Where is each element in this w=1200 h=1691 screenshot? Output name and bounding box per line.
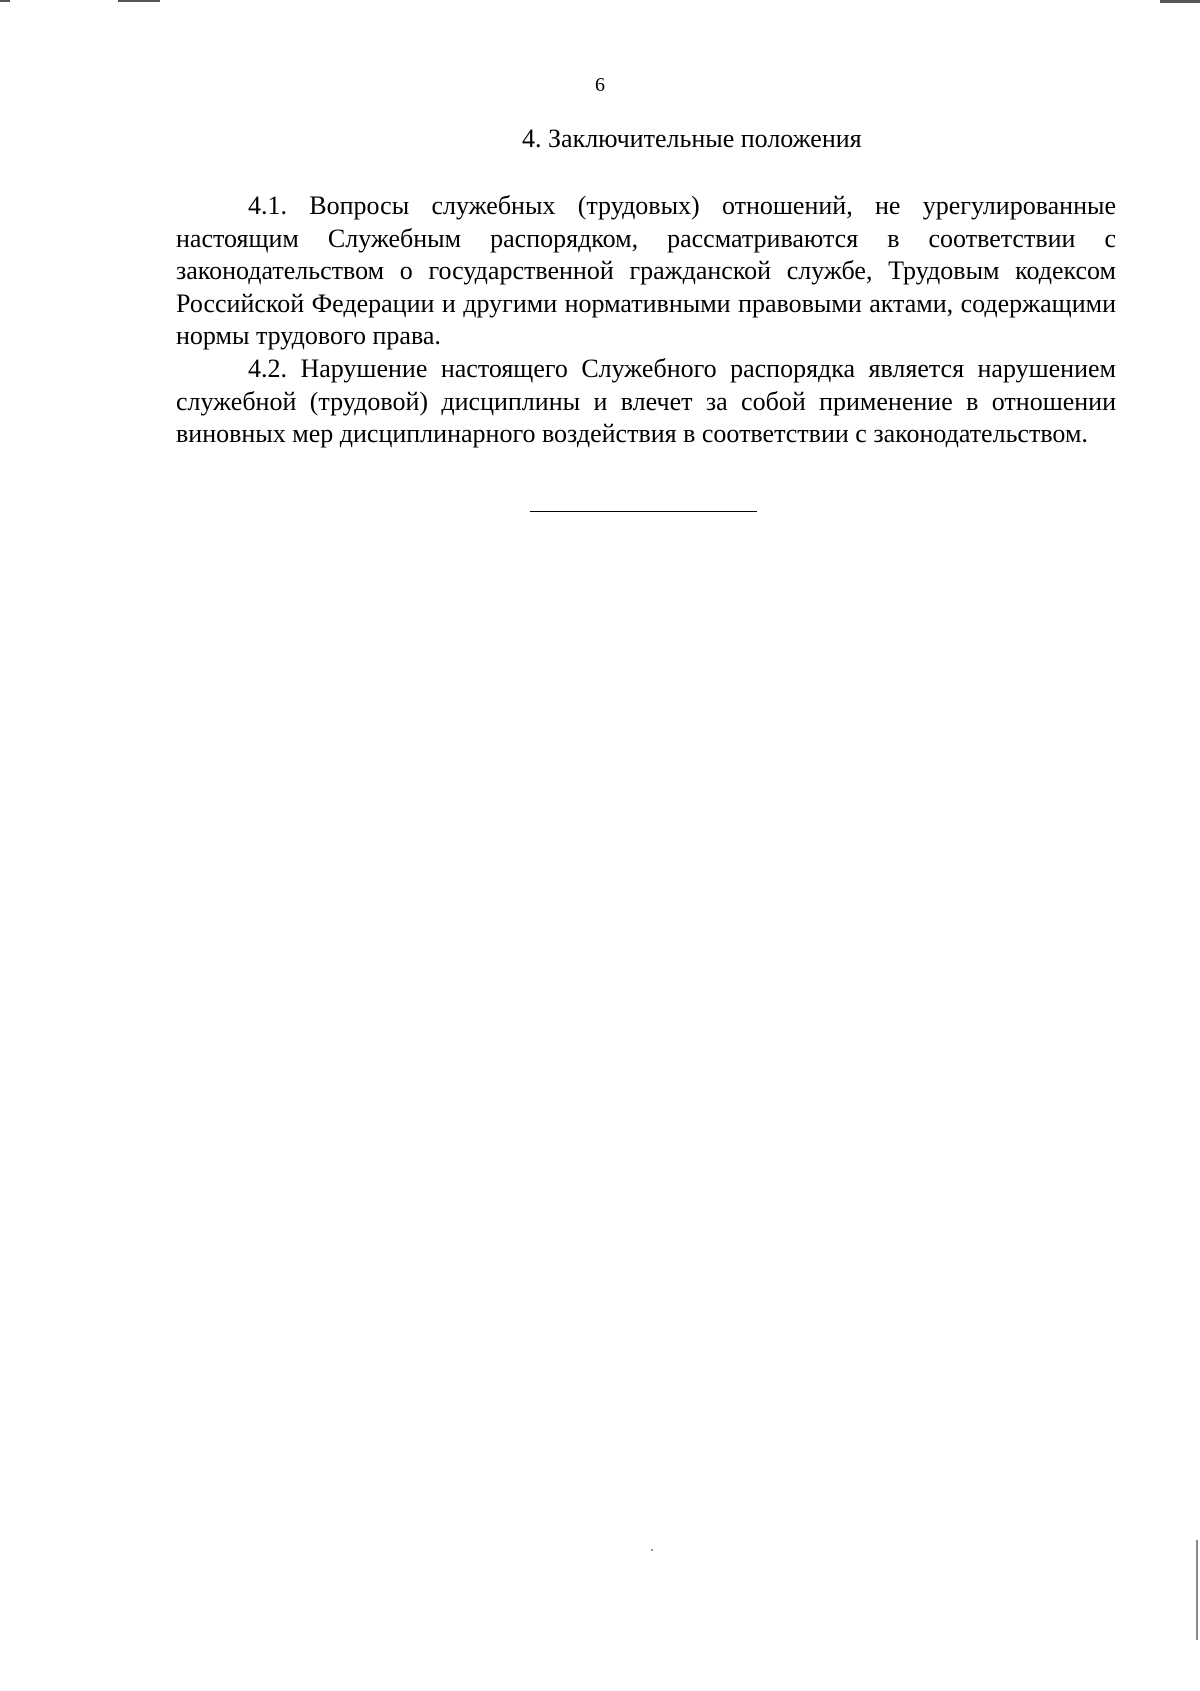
section-heading: 4. Заключительные положения [522, 124, 862, 153]
scan-artifact [0, 0, 10, 2]
scan-artifact [1196, 1540, 1198, 1640]
scan-artifact [118, 0, 160, 2]
end-of-document-rule [530, 511, 757, 512]
paragraph-4-2: 4.2. Нарушение настоящего Служебного распорядка является нарушением служебной (трудовой) дисциплины и влечет за собой применение в отношении виновных мер дисциплинарного воздействия в соответствии с законодательством. [176, 354, 1116, 448]
page-number: 6 [595, 74, 605, 96]
scan-artifact [1160, 0, 1200, 3]
scan-speck [651, 1549, 653, 1551]
paragraph-4-1: 4.1. Вопросы служебных (трудовых) отношений, не урегулированные настоящим Служебным распорядком, рассматриваются в соответствии с законодательством о государственной гражданской службе, Трудовым кодексом Российской Федерации и другими нормативными правовыми актами, содержащими нормы трудового права. [176, 191, 1116, 350]
